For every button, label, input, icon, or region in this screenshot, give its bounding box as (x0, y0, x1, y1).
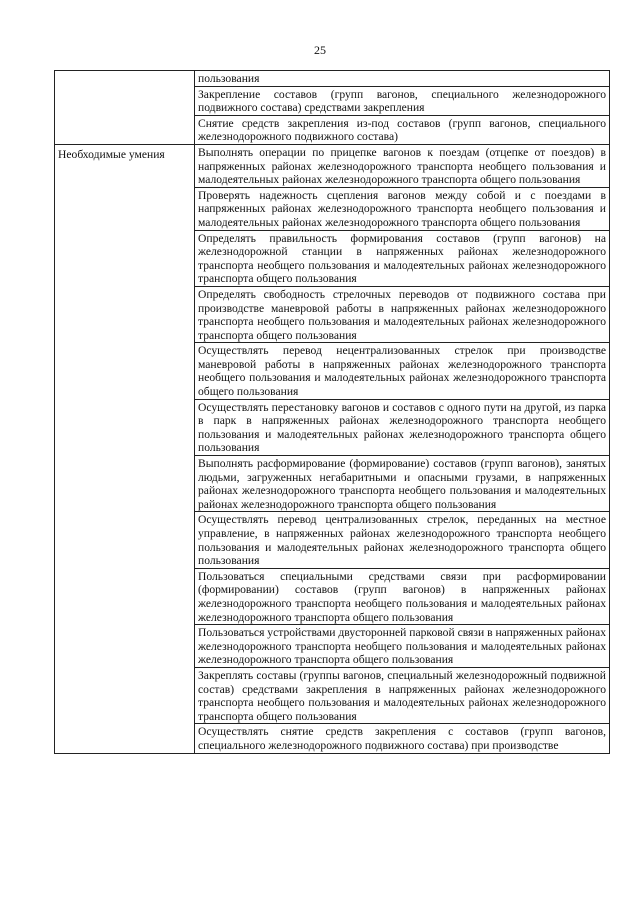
table-cell: Осуществлять перестановку вагонов и составов с одного пути на другой, из парка в парк в напряженных районах железнодорожного транспорта необщего пользования и малодеятельных районах железнодорожного транспорта общего пользования (195, 399, 610, 455)
table-cell: Проверять надежность сцепления вагонов между собой и с поездами в напряженных районах железнодорожного транспорта необщего пользования и малодеятельных районах железнодорожного транспорта общего пользования (195, 187, 610, 230)
skills-label: Необходимые умения (55, 144, 195, 753)
table-row (55, 71, 610, 87)
table-cell: пользования (195, 71, 610, 87)
table-cell: Выполнять операции по прицепке вагонов к поездам (отцепке от поездов) в напряженных районах железнодорожного транспорта необщего пользования и малодеятельных районах железнодорожного транспорта общего пользования (195, 144, 610, 187)
table-cell: Осуществлять перевод централизованных стрелок, переданных на местное управление, в напряженных районах железнодорожного транспорта необщего пользования и малодеятельных районах железнодорожного транспорта общего пользования (195, 512, 610, 568)
table-cell: Осуществлять перевод нецентрализованных стрелок при производстве маневровой работы в напряженных районах железнодорожного транспорта необщего пользования и малодеятельных районах железнодорожного транспорта общего пользования (195, 343, 610, 399)
table-cell: Определять правильность формирования составов (групп вагонов) на железнодорожной станции в напряженных районах железнодорожного транспорта необщего пользования и малодеятельных районах железнодорожного транспорта общего пользования (195, 230, 610, 286)
table-cell: Закреплять составы (группы вагонов, специальный железнодорожный подвижной состав) средствами закрепления в напряженных районах железнодорожного транспорта необщего пользования и малодеятельных районах железнодорожного транспорта общего пользования (195, 667, 610, 723)
table-cell: Осуществлять снятие средств закрепления с составов (групп вагонов, специального железнодорожного подвижного состава) при производстве (195, 724, 610, 753)
table-cell: Снятие средств закрепления из-под составов (групп вагонов, специального железнодорожного подвижного состава) (195, 115, 610, 144)
empty-label-cell (55, 71, 195, 145)
table-row (55, 144, 610, 187)
table-cell: Определять свободность стрелочных переводов от подвижного состава при производстве маневровой работы в напряженных районах железнодорожного транспорта необщего пользования и малодеятельных районах железнодорожного транспорта общего пользования (195, 286, 610, 342)
table-cell: Закрепление составов (групп вагонов, специального железнодорожного подвижного состава) средствами закрепления (195, 86, 610, 115)
table-cell: Пользоваться устройствами двусторонней парковой связи в напряженных районах железнодорожного транспорта необщего пользования и малодеятельных районах железнодорожного транспорта общего пользования (195, 625, 610, 668)
qualification-table (54, 70, 610, 754)
table-cell: Выполнять расформирование (формирование) составов (групп вагонов), занятых людьми, загруженных негабаритными и опасными грузами, в напряженных районах железнодорожного транспорта необщего пользования и малодеятельных районах железнодорожного транспорта общего пользования (195, 456, 610, 512)
page-number: 25 (314, 43, 326, 57)
table-cell: Пользоваться специальными средствами связи при расформировании (формировании) составов (групп вагонов) в напряженных районах железнодорожного транспорта необщего пользования и малодеятельных районах железнодорожного транспорта общего пользования (195, 568, 610, 624)
